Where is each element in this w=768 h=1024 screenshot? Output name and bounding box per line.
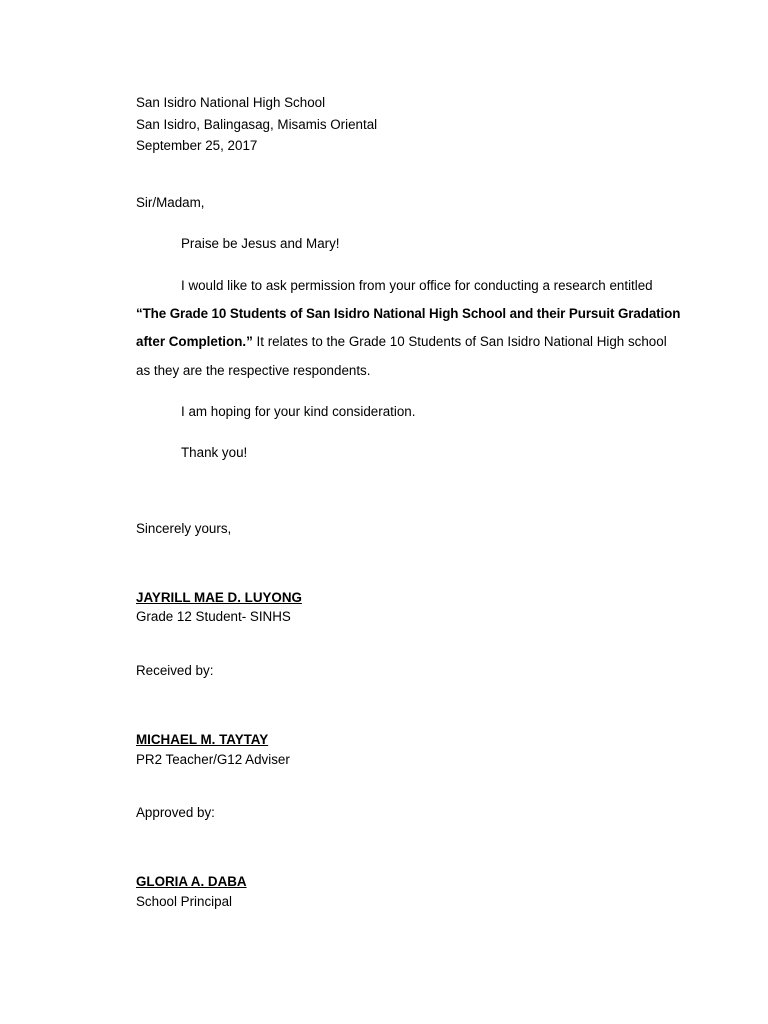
salutation: Sir/Madam, bbox=[136, 195, 205, 210]
research-title-line: “The Grade 10 Students of San Isidro National High School and their Pursuit Gradation bbox=[136, 306, 681, 321]
sender-role: Grade 12 Student- SINHS bbox=[136, 609, 291, 624]
received-label: Received by: bbox=[136, 663, 214, 678]
approved-label: Approved by: bbox=[136, 805, 215, 820]
thanks-line: Thank you! bbox=[181, 445, 248, 460]
request-line-3 bbox=[136, 333, 677, 351]
hope-line: I am hoping for your kind consideration. bbox=[181, 404, 416, 419]
request-line-1: I would like to ask permission from your office for conducting a research entitled bbox=[181, 278, 653, 293]
school-name: San Isidro National High School bbox=[136, 95, 326, 110]
closing: Sincerely yours, bbox=[136, 521, 232, 536]
research-title-end: after Completion.” bbox=[136, 334, 253, 349]
greeting: Praise be Jesus and Mary! bbox=[181, 236, 340, 251]
receiver-name: MICHAEL M. TAYTAY bbox=[136, 732, 269, 747]
approver-name: GLORIA A. DABA bbox=[136, 874, 247, 889]
letter-date: September 25, 2017 bbox=[136, 138, 258, 153]
sender-name: JAYRILL MAE D. LUYONG bbox=[136, 590, 302, 605]
receiver-role: PR2 Teacher/G12 Adviser bbox=[136, 752, 290, 767]
approver-role: School Principal bbox=[136, 894, 233, 909]
school-address: San Isidro, Balingasag, Misamis Oriental bbox=[136, 117, 378, 132]
request-line-4: as they are the respective respondents. bbox=[136, 363, 371, 378]
request-line-3-rest: It relates to the Grade 10 Students of San Isidro National High school bbox=[252, 334, 667, 349]
